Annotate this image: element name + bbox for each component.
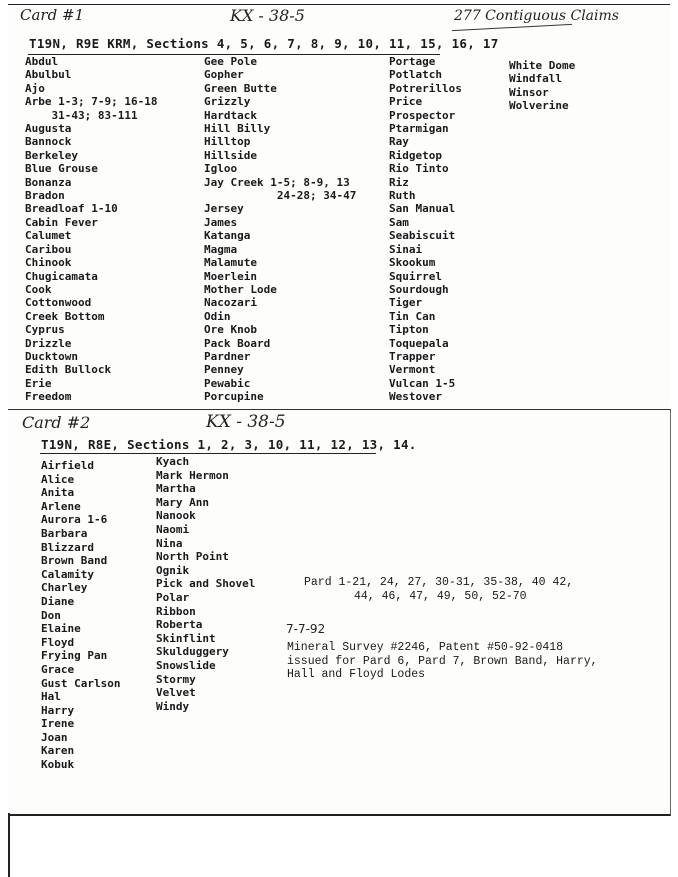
claim-name: North Point <box>156 550 229 564</box>
card-1 <box>8 4 670 407</box>
claim-name: Hill Billy <box>204 122 271 136</box>
card-2-column-1 <box>41 459 120 772</box>
claim-name: James <box>204 215 238 229</box>
card-1-handwritten-number: KX - 38-5 <box>230 6 305 25</box>
claim-name: 31-43; 83-111 <box>25 108 138 122</box>
claim-name: Tipton <box>389 323 429 337</box>
claim-name: Windfall <box>509 72 562 86</box>
claim-name: Aurora 1-6 <box>41 513 108 527</box>
claim-name: Sourdough <box>389 282 449 296</box>
claim-name: Ridgetop <box>389 148 442 162</box>
claim-name: Caribou <box>25 242 72 256</box>
card-1-column-1 <box>25 55 157 404</box>
claim-name: Bradon <box>25 189 65 203</box>
claim-name: Brown Band <box>41 554 108 568</box>
claim-name: Vulcan 1-5 <box>389 376 456 390</box>
claim-name: Stormy <box>156 672 196 686</box>
claim-name: 24-28; 34-47 <box>204 189 357 203</box>
claim-name: Nacozari <box>204 296 257 310</box>
claim-name: Ray <box>389 135 409 149</box>
claim-name: Ducktown <box>25 349 78 363</box>
claim-name: Trapper <box>389 349 436 363</box>
claim-name: Ajo <box>25 81 45 95</box>
claim-name: Mother Lode <box>204 282 277 296</box>
claim-name: Airfield <box>41 459 94 472</box>
claim-name: Moerlein <box>204 269 257 283</box>
claim-name: Gust Carlson <box>41 676 121 690</box>
claim-name: Ognik <box>156 563 190 577</box>
claim-name: Pack Board <box>204 336 271 350</box>
claim-name: Kobuk <box>41 758 75 772</box>
claim-name: Prospector <box>389 108 456 122</box>
card-1-claims-note: 277 Contiguous Claims <box>454 8 619 24</box>
claim-name: Malamute <box>204 256 257 270</box>
claim-name: Price <box>389 95 423 109</box>
card-2 <box>8 409 671 816</box>
claim-name: Berkeley <box>25 148 78 162</box>
claim-name: Freedom <box>25 390 72 404</box>
claim-name: Frying Pan <box>41 649 108 663</box>
claim-name: Portage <box>389 55 436 68</box>
claim-name: Toquepala <box>389 336 449 350</box>
claim-name: Skulduggery <box>156 645 229 659</box>
claim-name: Roberta <box>156 618 203 632</box>
claim-name: Kyach <box>156 455 190 468</box>
claim-name: Polar <box>156 590 190 604</box>
claim-name: Rio Tinto <box>389 162 449 176</box>
claim-name: Calumet <box>25 229 72 243</box>
claim-name: Elaine <box>41 622 81 636</box>
claim-name: Pewabic <box>204 376 251 390</box>
claim-name: Barbara <box>41 526 88 540</box>
claim-name: Cabin Fever <box>25 215 98 229</box>
claim-name: Wolverine <box>509 99 569 113</box>
card-2-column-2 <box>156 455 255 713</box>
claim-name: Bannock <box>25 135 72 149</box>
claim-name: White Dome <box>509 59 576 72</box>
claim-name: Jay Creek 1-5; 8-9, 13 <box>204 175 350 189</box>
claim-name: Chinook <box>25 256 72 270</box>
claim-name: Igloo <box>204 162 238 176</box>
claim-name: Cyprus <box>25 323 65 337</box>
claim-name: Potrerillos <box>389 81 462 95</box>
claim-name: Anita <box>41 486 75 500</box>
claim-name: Erie <box>25 376 52 390</box>
claim-name: Tiger <box>389 296 423 310</box>
claim-name: Don <box>41 608 61 622</box>
claim-name: Winsor <box>509 85 549 99</box>
card-2-handwritten-label: Card #2 <box>22 413 91 432</box>
claim-name: Odin <box>204 309 231 323</box>
claim-name: Mark Hermon <box>156 468 229 482</box>
claim-name: Ore Knob <box>204 323 257 337</box>
claim-name: Arlene <box>41 499 81 513</box>
card-2-handwritten-number: KX - 38-5 <box>206 412 286 432</box>
claim-name: Potlatch <box>389 68 442 82</box>
claim-name: Alice <box>41 472 75 486</box>
note-line-2: issued for Pard 6, Pard 7, Brown Band, Harry, <box>287 655 598 668</box>
claim-name: Green Butte <box>204 81 277 95</box>
claim-name: Floyd <box>41 635 75 649</box>
claim-name: Irene <box>41 717 75 731</box>
claim-name: Seabiscuit <box>389 229 456 243</box>
card-2-header-underline <box>40 453 376 454</box>
claim-name: Pardner <box>204 349 251 363</box>
claim-name: Gopher <box>204 68 244 82</box>
claim-name: Hillside <box>204 148 257 162</box>
claim-name: Breadloaf 1-10 <box>25 202 118 216</box>
claim-name: Nina <box>156 536 183 550</box>
note-date: 7-7-92 <box>286 622 326 636</box>
claim-name: Nanook <box>156 509 196 523</box>
claim-name: Harry <box>41 703 75 717</box>
claim-name: Ruth <box>389 189 416 203</box>
claim-name: Charley <box>41 581 88 595</box>
claim-name: Augusta <box>25 122 72 136</box>
claim-name: Chugicamata <box>25 269 98 283</box>
claim-name: Squirrel <box>389 269 442 283</box>
claim-name: Joan <box>41 730 68 744</box>
card-3-edge <box>8 813 10 877</box>
claim-name: Skookum <box>389 256 436 270</box>
claim-name: Bonanza <box>25 175 72 189</box>
claim-name: Ptarmigan <box>389 122 449 136</box>
claim-name: Hilltop <box>204 135 251 149</box>
claim-name: Mary Ann <box>156 495 209 509</box>
claim-name: Grizzly <box>204 95 251 109</box>
claim-name: Jersey <box>204 202 244 216</box>
claim-name: Edith Bullock <box>25 363 112 377</box>
claim-name: Blue Grouse <box>25 162 98 176</box>
claim-name: Abdul <box>25 55 59 68</box>
claim-name: Diane <box>41 594 75 608</box>
card-2-header: T19N, R8E, Sections 1, 2, 3, 10, 11, 12, 13, 14. <box>41 437 417 452</box>
claim-name: Snowslide <box>156 658 216 672</box>
claim-name: Arbe 1-3; 7-9; 16-18 <box>25 95 158 109</box>
claim-name: Calamity <box>41 567 94 581</box>
claim-name: Grace <box>41 662 75 676</box>
claim-name: Tin Can <box>389 309 436 323</box>
signature-underline <box>452 24 572 31</box>
claim-name: Sam <box>389 215 409 229</box>
card-1-column-4 <box>509 59 575 113</box>
claim-name: Windy <box>156 699 190 713</box>
card-1-column-3 <box>389 55 462 404</box>
claim-name: Karen <box>41 744 75 758</box>
claim-name: Blizzard <box>41 540 94 554</box>
claim-name: Pick and Shovel <box>156 577 256 591</box>
claim-name: Gee Pole <box>204 55 257 68</box>
claim-name: Drizzle <box>25 336 72 350</box>
card-1-header: T19N, R9E KRM, Sections 4, 5, 6, 7, 8, 9, 10, 11, 15, 16, 17 <box>29 36 499 51</box>
claim-name: Westover <box>389 390 442 404</box>
claim-name: Cottonwood <box>25 296 92 310</box>
claim-name: Naomi <box>156 522 190 536</box>
claim-name: Ribbon <box>156 604 196 618</box>
claim-name: Magma <box>204 242 238 256</box>
pard-range-line-2: 44, 46, 47, 49, 50, 52-70 <box>354 590 527 603</box>
card-1-handwritten-label: Card #1 <box>20 6 85 24</box>
claim-name: Katanga <box>204 229 251 243</box>
claim-name: Velvet <box>156 686 196 700</box>
claim-name: Sinai <box>389 242 423 256</box>
claim-name: Porcupine <box>204 390 264 404</box>
note-line-1: Mineral Survey #2246, Patent #50-92-0418 <box>287 641 564 654</box>
claim-name: Hal <box>41 690 61 704</box>
claim-name: Cook <box>25 282 52 296</box>
claim-name: Hardtack <box>204 108 257 122</box>
claim-name: Skinflint <box>156 631 216 645</box>
claim-name: Creek Bottom <box>25 309 105 323</box>
card-1-column-2 <box>204 55 356 404</box>
claim-name: Riz <box>389 175 409 189</box>
note-line-3: Hall and Floyd Lodes <box>287 668 426 681</box>
claim-name: Vermont <box>389 363 436 377</box>
pard-range-line-1: Pard 1-21, 24, 27, 30-31, 35-38, 40 42, <box>304 576 574 589</box>
claim-name: Martha <box>156 482 196 496</box>
claim-name: Abulbul <box>25 68 72 82</box>
claim-name: San Manual <box>389 202 456 216</box>
claim-name: Penney <box>204 363 244 377</box>
